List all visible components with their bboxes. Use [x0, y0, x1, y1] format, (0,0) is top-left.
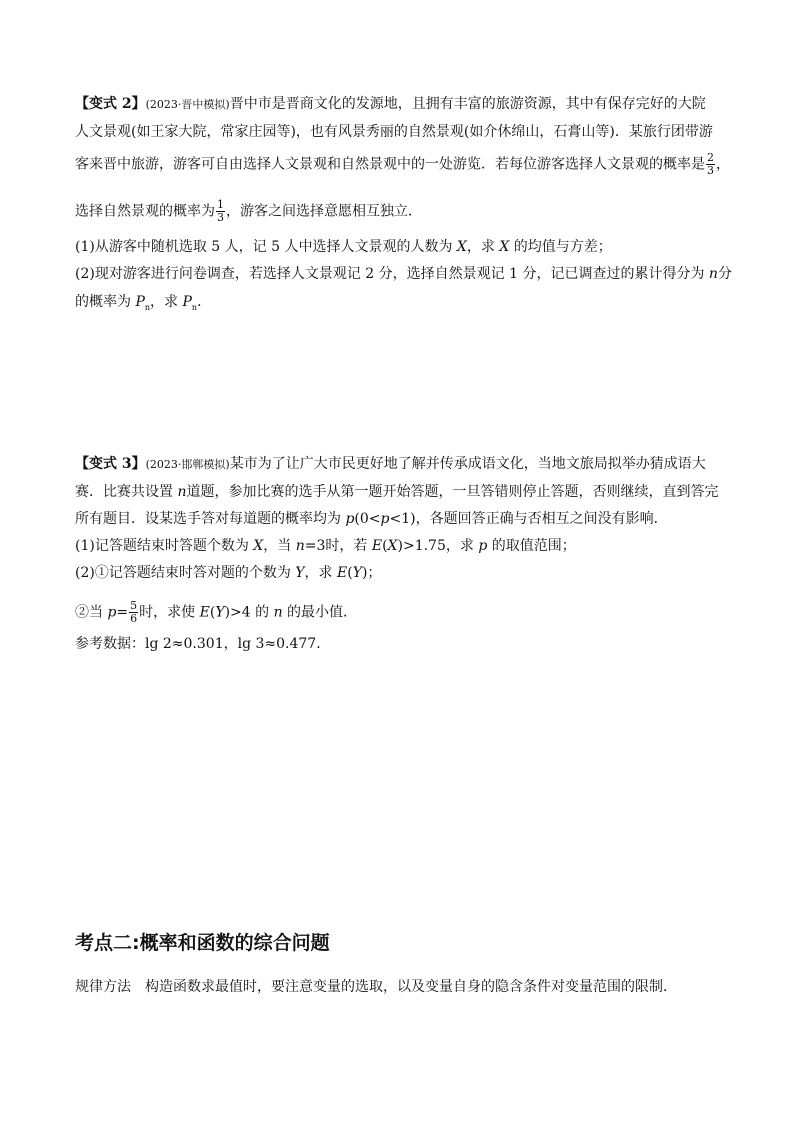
reference-data: 参考数据：lg 2≈0.301，lg 3≈0.477．	[75, 636, 331, 652]
fraction-two-thirds: $\frac{2}{3}$	[707, 151, 714, 177]
problem3-line2: 赛．比赛共设置 n道题，参加比赛的选手从第一题开始答题，一旦答错则停止答题，否则继续，直到答完	[75, 484, 719, 500]
problem-tag: 【变式 2】	[75, 96, 146, 112]
method-note: 规律方法 构造函数求最值时，要注意变量的选取，以及变量自身的隐含条件对变量范围的限制．	[75, 979, 677, 995]
problem3-line1: 【变式 3】(2023·邯郸模拟)某市为了让广大市民更好地了解并传承成语文化，当地文旅局拟举办猜成语大	[75, 456, 706, 472]
problem2-line1: 【变式 2】(2023·晋中模拟)晋中市是晋商文化的发源地，且拥有丰富的旅游资源，其中有保存完好的大院	[75, 96, 706, 112]
problem2-question1: (1)从游客中随机选取 5 人，记 5 人中选择人文景观的人数为 X，求 X 的均值与方差；	[75, 239, 612, 255]
problem2-question2: (2)现对游客进行问卷调查，若选择人文景观记 2 分，选择自然景观记 1 分，记已调查过的累计得分为 n分	[75, 266, 732, 282]
problem2-line4: 选择自然景观的概率为 $\frac{1}{3}$ ，游客之间选择意愿相互独立．	[75, 198, 422, 224]
problem2-question2-cont: 的概率为 $P_n$，求 $P_n$．	[75, 294, 212, 312]
section-heading: 考点二:概率和函数的综合问题	[75, 932, 330, 954]
problem2-line2: 人文景观(如王家大院，常家庄园等)，也有风景秀丽的自然景观(如介休绵山，石膏山等)．某旅行团带游	[75, 124, 713, 140]
fraction-one-third: $\frac{1}{3}$	[217, 198, 224, 224]
problem3-question2: (2)①记答题结束时答对题的个数为 Y，求 E(Y)；	[75, 565, 382, 581]
problem3-question3: ②当 p= $\frac{5}{6}$ 时，求使 E(Y)>4 的 n 的最小值．	[75, 599, 358, 625]
problem3-line3: 所有题目．设某选手答对每道题的概率均为 p(0<p<1)，各题回答正确与否相互之间没有影响．	[75, 511, 668, 527]
problem-source: (2023·晋中模拟)	[145, 98, 230, 111]
problem-source: (2023·邯郸模拟)	[145, 458, 230, 471]
problem2-line3: 客来晋中旅游，游客可自由选择人文景观和自然景观中的一处游览．若每位游客选择人文景观的概率是 $\frac{2}{3}$ ，	[75, 151, 730, 177]
fraction-five-sixths: $\frac{5}{6}$	[130, 599, 138, 625]
problem-tag: 【变式 3】	[75, 456, 146, 472]
problem3-question1: (1)记答题结束时答题个数为 X，当 n=3时，若 E(X)>1.75，求 p 的取值范围；	[75, 538, 576, 554]
